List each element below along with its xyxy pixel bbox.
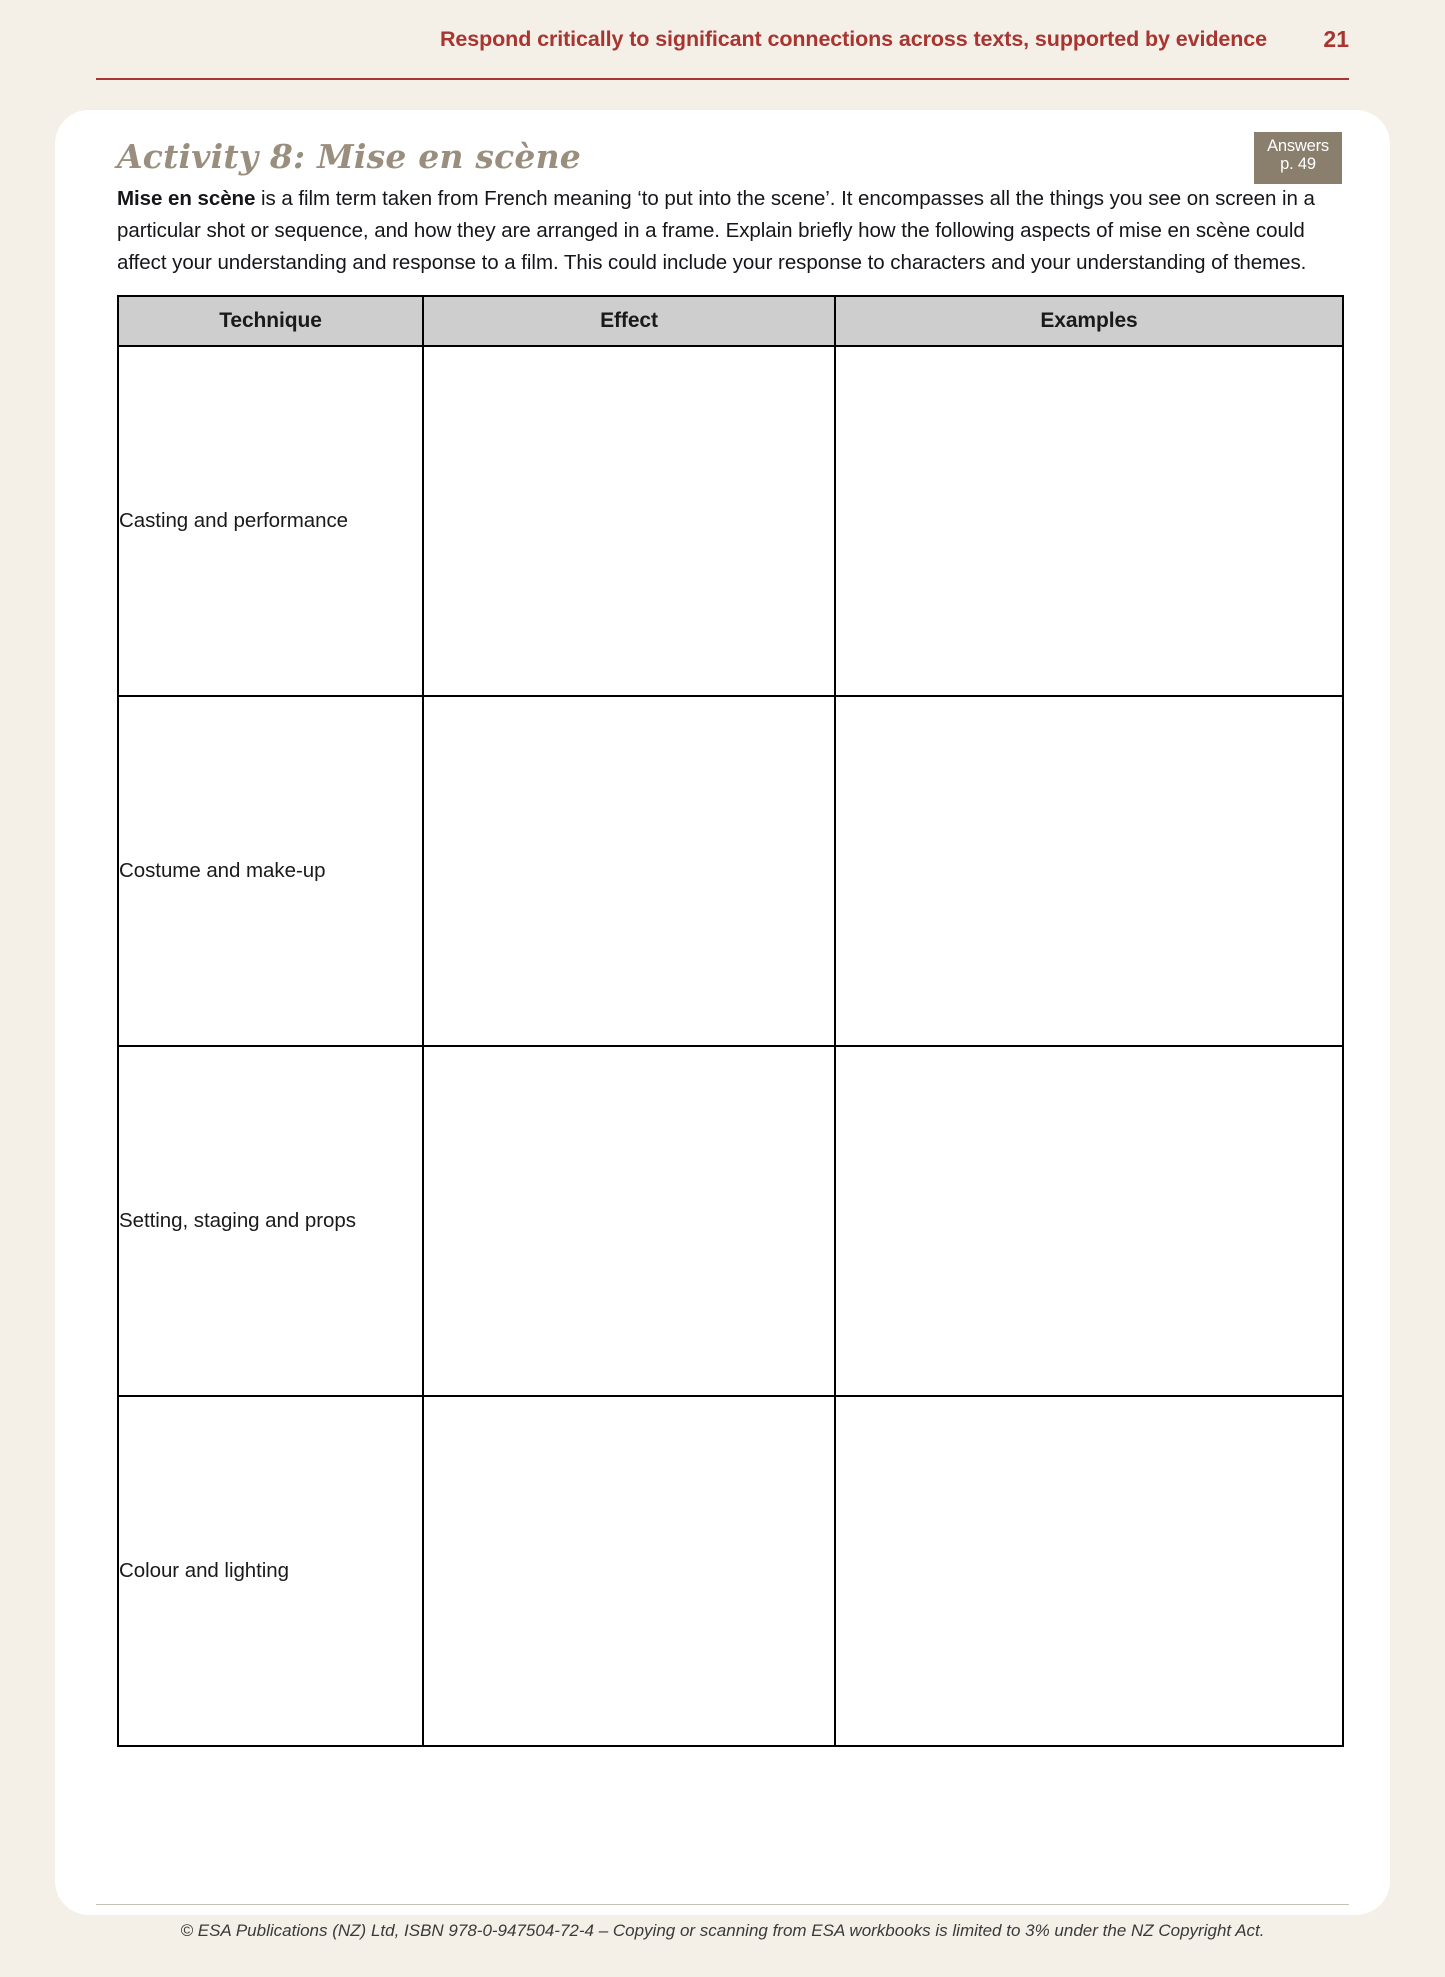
table-row [118,696,1343,1046]
effect-answer-cell[interactable] [423,1046,835,1396]
page-number: 21 [1323,25,1349,52]
running-header-title: Respond critically to significant connections across texts, supported by evidence [439,26,1267,51]
column-header-technique: Technique [118,296,423,346]
answers-badge-line2: p. 49 [1280,155,1316,174]
intro-term: Mise en scène [117,187,256,211]
examples-answer-cell[interactable] [835,1396,1343,1746]
technique-label: Costume and make-up [118,696,423,1046]
examples-answer-cell[interactable] [835,346,1343,696]
effect-answer-cell[interactable] [423,346,835,696]
examples-answer-cell[interactable] [835,1046,1343,1396]
activity-title: Activity 8: Mise en scène [117,137,581,176]
table-header-row [118,296,1343,346]
table-row [118,1396,1343,1746]
effect-answer-cell[interactable] [423,1396,835,1746]
technique-label: Casting and performance [118,346,423,696]
column-header-effect: Effect [423,296,835,346]
card-content [117,136,1342,1747]
activity-intro [117,183,1342,279]
table-row [118,346,1343,696]
table-row [118,1046,1343,1396]
content-card [55,110,1390,1915]
technique-label: Setting, staging and props [118,1046,423,1396]
column-header-examples: Examples [835,296,1343,346]
copyright-footer: © ESA Publications (NZ) Ltd, ISBN 978-0-947504-72-4 – Copying or scanning from ESA workbooks is limited to 3% under the NZ Copyright Act. [180,1921,1265,1940]
footer-divider [96,1904,1349,1905]
effect-answer-cell[interactable] [423,696,835,1046]
mise-en-scene-table [117,295,1344,1747]
technique-label: Colour and lighting [118,1396,423,1746]
examples-answer-cell[interactable] [835,696,1343,1046]
intro-body: is a film term taken from French meaning ‘to put into the scene’. It encompasses all the things you see on screen in a particular shot or sequence, and how they are arranged in a frame. Explain briefly how the following aspects of mise en scène could affect your understanding and response to a film. This could include your response to characters and your understanding of themes. [117,187,1315,275]
running-header [96,0,1349,80]
answers-badge-line1: Answers [1267,137,1329,155]
